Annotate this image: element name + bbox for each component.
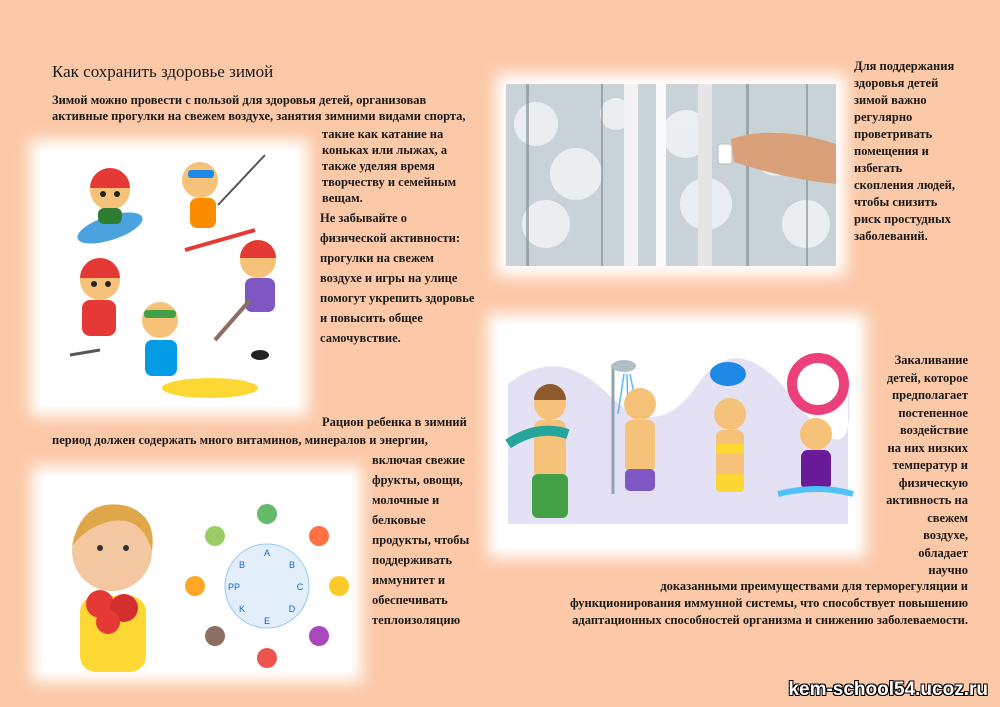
hardening-line-a: доказанными преимуществами для терморегуляции и — [660, 579, 968, 593]
hardening-text-line: постепенное — [898, 405, 968, 420]
hardening-text-line: детей, которое — [886, 370, 968, 385]
ventilation-text-line: проветривать — [854, 127, 933, 141]
activity-text-line: воздухе и игры на улице — [320, 271, 458, 285]
intro-continuation — [322, 126, 456, 206]
nutrition-text-line: теплоизоляцию — [372, 613, 461, 627]
vitamin-letter: E — [263, 616, 271, 626]
site-watermark: kem-school54.ucoz.ru — [788, 679, 988, 700]
hardening-text-line: предполагает — [891, 388, 968, 402]
nutrition-continuation — [372, 450, 469, 630]
activity-text-line: Не забывайте о — [320, 211, 407, 225]
intro-line-2: активные прогулки на свежем воздухе, занятия зимними видами спорта, — [52, 109, 466, 123]
hardening-text-line: физическую — [898, 475, 968, 490]
nutrition-line-1: Рацион ребенка в зимний — [322, 415, 467, 429]
intro-text-line: вещам. — [322, 191, 363, 205]
activity-paragraph — [320, 208, 474, 348]
ventilation-text-line: чтобы снизить — [854, 195, 938, 209]
child-vitamins-illustration — [42, 476, 352, 672]
intro-line-1: Зимой можно провести с пользой для здоровья детей, организовав — [52, 93, 427, 107]
hardening-paragraph — [886, 352, 968, 580]
window-ventilation-photo — [506, 84, 836, 266]
vitamin-letter: K — [238, 604, 246, 614]
activity-text-line: прогулки на свежем — [320, 251, 434, 265]
nutrition-text-line: молочные и — [372, 493, 440, 507]
ventilation-text-line: избегать — [854, 161, 903, 175]
winter-sports-kids-illustration — [40, 150, 298, 406]
ventilation-text-line: скопления людей, — [854, 178, 955, 192]
nutrition-text-line: иммунитет и — [372, 573, 446, 587]
hardening-text-line: активность на — [886, 493, 968, 507]
hardening-text-line: обладает — [918, 545, 968, 560]
ventilation-text-line: зимой важно — [854, 93, 927, 107]
ventilation-paragraph — [854, 58, 955, 245]
hardening-text-line: воздействие — [900, 423, 968, 437]
vitamin-letter: D — [288, 604, 296, 614]
ventilation-text-line: помещения и — [854, 144, 929, 158]
nutrition-text-line: поддерживать — [372, 553, 452, 567]
intro-text-line: творчеству и семейным — [322, 175, 457, 189]
ventilation-text-line: риск простудных — [854, 212, 951, 226]
activity-text-line: помогут укрепить здоровье — [320, 291, 475, 305]
page-title: Как сохранить здоровье зимой — [52, 62, 274, 81]
hardening-text-line: Закаливание — [894, 353, 968, 367]
hardening-text-line: научно — [928, 563, 968, 577]
vitamin-letter: B — [288, 560, 296, 570]
nutrition-text-line: белковые — [372, 513, 426, 527]
ventilation-text-line: регулярно — [854, 110, 913, 124]
intro-text-line: такие как катание на — [322, 127, 444, 141]
vitamin-letter: B — [238, 560, 246, 570]
hardening-text-line: на них низких — [887, 440, 968, 455]
hardening-text-line: свежем — [927, 510, 968, 525]
activity-text-line: и повысить общее — [320, 311, 423, 325]
vitamin-letter: A — [263, 548, 271, 558]
nutrition-text-line: обеспечивать — [372, 593, 448, 607]
activity-text-line: самочувствие. — [320, 331, 401, 345]
nutrition-text-line: фрукты, овощи, — [372, 473, 463, 487]
ventilation-text-line: здоровья детей — [854, 76, 939, 90]
hardening-text-line: температур и — [892, 458, 968, 472]
hardening-kids-illustration — [498, 324, 856, 548]
hardening-line-c: адаптационных способностей организма и снижению заболеваемости. — [572, 613, 968, 627]
hardening-line-b: функционирования иммунной системы, что способствует повышению — [569, 596, 968, 610]
nutrition-line-2: период должен содержать много витаминов, минералов и энергии, — [52, 433, 428, 447]
intro-text-line: коньках или лыжах, а — [322, 143, 448, 157]
hardening-text-line: воздухе, — [923, 528, 968, 542]
vitamin-wheel-graphic — [42, 476, 352, 672]
ventilation-text-line: заболеваний. — [854, 229, 928, 243]
nutrition-text-line: включая свежие — [372, 453, 465, 467]
activity-text-line: физической активности: — [320, 231, 461, 245]
vitamin-letter: PP — [227, 582, 241, 592]
nutrition-text-line: продукты, чтобы — [372, 533, 470, 547]
intro-text-line: также уделяя время — [322, 159, 435, 173]
vitamin-letter: C — [296, 582, 304, 592]
ventilation-text-line: Для поддержания — [854, 59, 955, 73]
